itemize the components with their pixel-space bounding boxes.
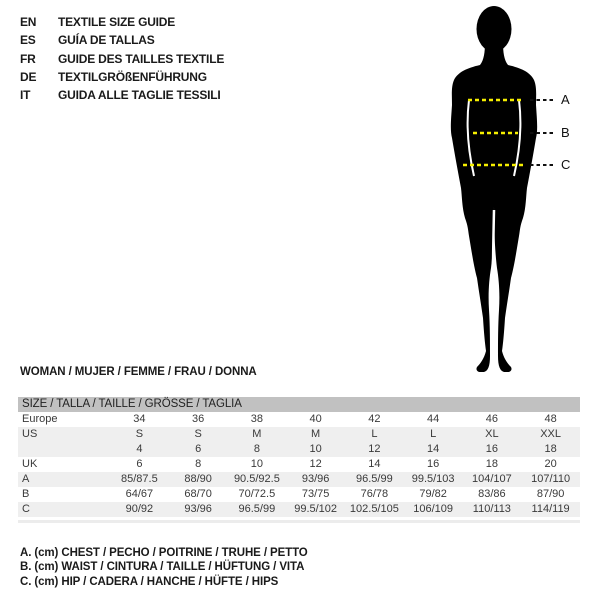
size-cell: 73/75 [301,488,330,500]
size-cell: 46 [485,413,498,425]
language-row [20,86,224,104]
size-cell: 14 [368,458,381,470]
size-cell: L [404,427,463,442]
size-cell: S [169,427,228,442]
size-cell: 107/110 [521,472,580,487]
marker-label-c: C [561,157,571,172]
language-code: IT [20,88,31,103]
language-label: TEXTILE SIZE GUIDE [58,15,176,29]
legend-item: C. (cm) HIP / CADERA / HANCHE / HÜFTE / HIPS [20,575,279,588]
size-cell: 90.5/92.5 [228,472,287,487]
size-cell: 14 [404,442,463,457]
size-cell: 18 [521,442,580,457]
size-cell: 18 [485,458,498,470]
row-label-cell: Europe [22,413,58,425]
language-row [20,68,224,86]
size-cell: 34 [133,413,146,425]
woman-silhouette-figure [410,4,600,372]
table-row [18,412,580,427]
size-cell: 36 [192,413,205,425]
marker-label-a: A [561,92,570,107]
section-heading: WOMAN / MUJER / FEMME / FRAU / DONNA [20,366,257,378]
size-cell: 79/82 [419,488,447,500]
size-cell: 44 [427,413,440,425]
size-cell: M [286,427,345,442]
language-label: GUIDA ALLE TAGLIE TESSILI [58,88,221,103]
table-row [18,427,580,442]
size-cell: 93/96 [286,472,345,487]
size-cell: 12 [345,442,404,457]
size-cell: 96.5/99 [228,502,287,517]
table-bottom-rule [18,520,580,523]
table-row [18,487,580,502]
size-cell: 93/96 [169,502,228,517]
size-cell: 106/109 [404,502,463,517]
size-cell: 38 [250,413,263,425]
table-row [18,502,580,517]
size-cell: 8 [228,442,287,457]
size-cell: 48 [544,413,557,425]
size-table [18,397,580,517]
language-row [20,13,224,31]
size-cell: M [228,427,287,442]
row-label-cell: C [18,502,110,517]
row-label-cell: US [18,427,110,442]
body-silhouette-path [451,42,537,372]
legend-item: B. (cm) WAIST / CINTURA / TAILLE / HÜFTUNG / VITA [20,561,305,574]
size-cell: 90/92 [110,502,169,517]
row-label-cell: A [18,472,110,487]
size-cell: 64/67 [125,488,154,500]
size-cell: 87/90 [536,488,565,500]
size-cell: 68/70 [184,488,212,500]
table-row [18,442,580,457]
language-code: DE [20,69,37,84]
size-cell: 10 [286,442,345,457]
size-cell: 110/113 [463,502,522,517]
size-cell: XXL [521,427,580,442]
size-cell: 96.5/99 [345,472,404,487]
language-row [20,31,224,49]
size-cell: 70/72.5 [238,488,276,500]
size-cell: 114/119 [521,502,580,517]
size-table-header-row [18,397,580,412]
size-cell: 76/78 [360,488,389,500]
size-cell: 99.5/103 [404,472,463,487]
language-code: EN [20,15,37,29]
size-cell: 85/87.5 [110,472,169,487]
size-cell: 16 [463,442,522,457]
language-label: GUIDE DES TAILLES TEXTILE [58,51,225,66]
size-cell: 102.5/105 [345,502,404,517]
size-cell: 6 [136,458,143,470]
woman-silhouette [410,4,600,372]
language-code: FR [20,51,36,66]
size-cell: 40 [309,413,322,425]
size-cell: 99.5/102 [286,502,345,517]
language-row [20,50,224,68]
size-cell: L [345,427,404,442]
size-cell: 20 [544,458,557,470]
size-cell: 88/90 [169,472,228,487]
language-list [20,13,224,104]
table-row [18,472,580,487]
size-cell: 42 [368,413,381,425]
row-label-cell: B [22,488,30,500]
language-code: ES [20,33,36,48]
size-cell: 8 [195,458,202,470]
size-cell: 6 [169,442,228,457]
language-label: TEXTILGRÖßENFÜHRUNG [58,69,207,84]
language-label: GUÍA DE TALLAS [58,33,155,48]
size-cell: 4 [110,442,169,457]
legend-item: A. (cm) CHEST / PECHO / POITRINE / TRUHE / PETTO [20,547,308,559]
size-cell: XL [463,427,522,442]
measurement-legend [20,546,308,589]
marker-label-b: B [561,125,570,140]
size-cell: 104/107 [463,472,522,487]
size-cell: 12 [309,458,322,470]
size-table-header: SIZE / TALLA / TAILLE / GRÖSSE / TAGLIA [18,397,580,412]
size-cell: 16 [427,458,440,470]
leg-gap [493,210,494,356]
row-label-cell [18,442,110,457]
size-cell: S [110,427,169,442]
row-label-cell: UK [22,458,38,470]
size-cell: 10 [250,458,263,470]
size-cell: 83/86 [478,488,506,500]
table-row [18,457,580,472]
